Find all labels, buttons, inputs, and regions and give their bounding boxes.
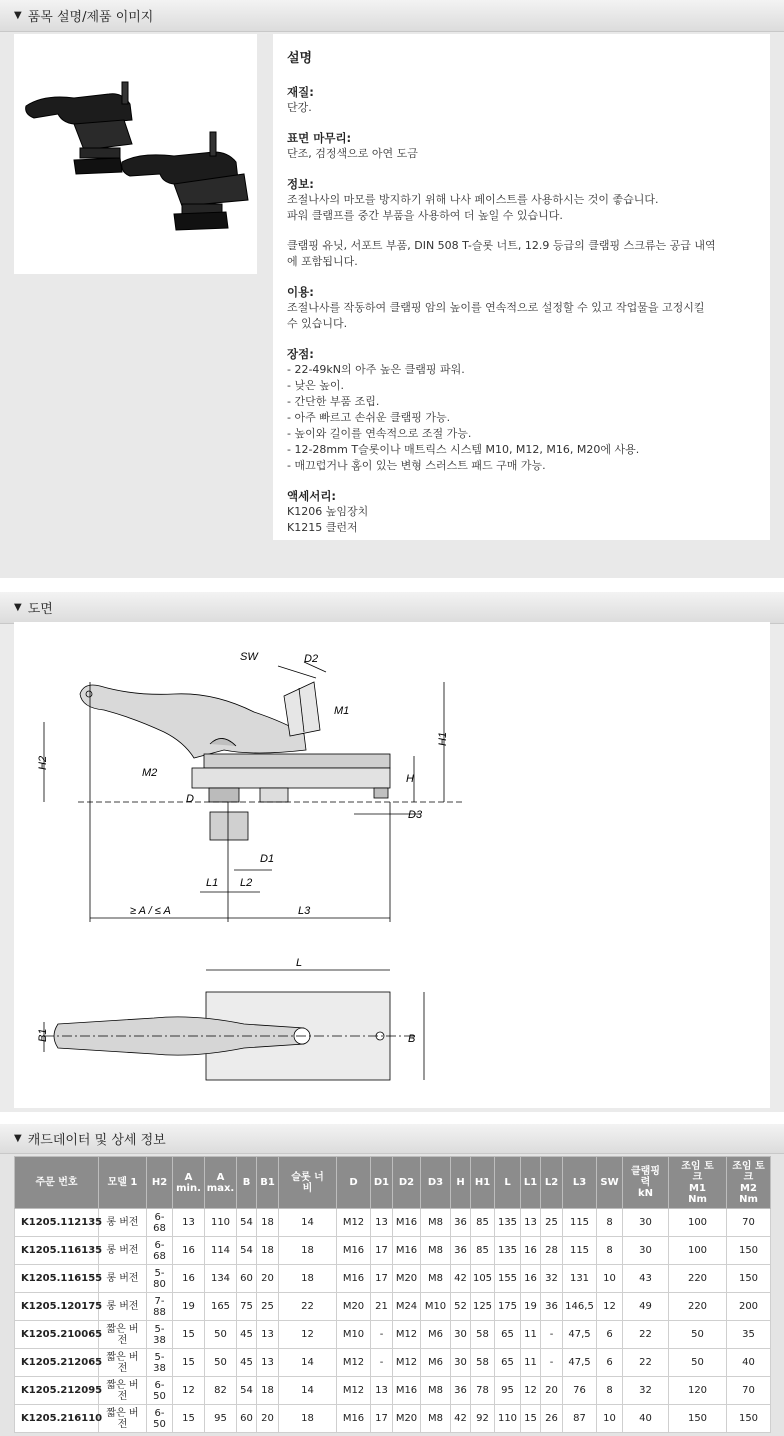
table-cell: 롱 버전	[99, 1237, 147, 1265]
table-cell: 12	[597, 1293, 623, 1321]
table-cell: 150	[727, 1237, 771, 1265]
table-cell: -	[371, 1321, 393, 1349]
table-cell: M6	[421, 1349, 451, 1377]
table-cell: 50	[205, 1321, 237, 1349]
table-cell: 짧은 버 전	[99, 1321, 147, 1349]
section-title: 품목 설명/제품 이미지	[27, 10, 154, 25]
advantage-item: - 12-28mm T슬롯이나 매트릭스 시스템 M10, M12, M16, M20에 사용.	[287, 443, 640, 456]
order-number-cell[interactable]: K1205.116135	[15, 1237, 99, 1265]
table-body	[15, 1209, 771, 1433]
triangle-down-icon: ▼	[14, 1133, 22, 1144]
table-cell: 35	[727, 1321, 771, 1349]
table-cell: 105	[471, 1265, 495, 1293]
table-cell: 18	[279, 1405, 337, 1433]
table-cell: 6- 50	[147, 1377, 173, 1405]
table-cell: 15	[173, 1321, 205, 1349]
table-cell: 20	[257, 1405, 279, 1433]
order-number-cell[interactable]: K1205.210065	[15, 1321, 99, 1349]
material-value: 단강.	[287, 101, 312, 114]
label-sw: SW	[240, 651, 258, 663]
order-number-cell[interactable]: K1205.112135	[15, 1209, 99, 1237]
advantage-item: - 낮은 높이.	[287, 379, 344, 392]
table-cell: 6	[597, 1321, 623, 1349]
column-header: 조임 토 크 M2 Nm	[727, 1157, 771, 1209]
table-cell: 10	[597, 1265, 623, 1293]
table-cell: 19	[173, 1293, 205, 1321]
column-header: D3	[421, 1157, 451, 1209]
finish-value: 단조, 검정색으로 아연 도금	[287, 147, 418, 160]
table-cell: 16	[521, 1265, 541, 1293]
table-cell: M12	[393, 1321, 421, 1349]
label-l: L	[296, 957, 303, 969]
column-header: 모델 1	[99, 1157, 147, 1209]
table-cell: 12	[521, 1377, 541, 1405]
label-b: B	[408, 1033, 416, 1045]
table-cell: 28	[541, 1237, 563, 1265]
table-cell: 10	[597, 1405, 623, 1433]
table-cell: 짧은 버 전	[99, 1377, 147, 1405]
description-section-header[interactable]	[0, 0, 784, 32]
table-cell: 14	[279, 1377, 337, 1405]
info-line: 에 포함됩니다.	[287, 255, 358, 268]
table-cell: 50	[205, 1349, 237, 1377]
table-cell: 58	[471, 1321, 495, 1349]
table-cell: 20	[257, 1265, 279, 1293]
table-cell: M8	[421, 1209, 451, 1237]
table-cell: 70	[727, 1377, 771, 1405]
table-cell: 30	[623, 1237, 669, 1265]
table-cell: 18	[257, 1377, 279, 1405]
label-l2: L2	[240, 877, 253, 889]
table-cell: 60	[237, 1405, 257, 1433]
table-cell: 13	[521, 1209, 541, 1237]
table-row[interactable]	[15, 1209, 771, 1237]
label-d3: D3	[408, 809, 423, 821]
table-cell: M10	[421, 1293, 451, 1321]
info-label: 정보:	[287, 177, 314, 191]
table-cell: 115	[563, 1209, 597, 1237]
table-cell: 30	[451, 1321, 471, 1349]
table-cell: M16	[393, 1377, 421, 1405]
label-l1: L1	[206, 877, 219, 889]
info-line: 파워 클램프를 중간 부품을 사용하여 더 높일 수 있습니다.	[287, 209, 563, 222]
table-cell: 45	[237, 1321, 257, 1349]
table-cell: 135	[495, 1209, 521, 1237]
table-cell: 92	[471, 1405, 495, 1433]
table-cell: 15	[173, 1405, 205, 1433]
info-line: 클램핑 유닛, 서포트 부품, DIN 508 T-슬롯 너트, 12.9 등급의 클램핑 스크류는 공급 내역	[287, 239, 716, 252]
table-cell: 11	[521, 1321, 541, 1349]
detail-table	[14, 1156, 771, 1433]
table-cell: 40	[623, 1405, 669, 1433]
order-number-cell[interactable]: K1205.216110	[15, 1405, 99, 1433]
table-cell: 50	[669, 1321, 727, 1349]
label-m2: M2	[142, 767, 158, 779]
table-cell: 18	[279, 1237, 337, 1265]
order-number-cell[interactable]: K1205.116155	[15, 1265, 99, 1293]
table-cell: 45	[237, 1349, 257, 1377]
table-cell: 5- 38	[147, 1349, 173, 1377]
accessory-item: K1206 높임장치	[287, 505, 369, 518]
table-cell: M16	[337, 1237, 371, 1265]
table-cell: 175	[495, 1293, 521, 1321]
table-cell: 32	[623, 1377, 669, 1405]
table-cell: 52	[451, 1293, 471, 1321]
column-header: 조임 토 크 M1 Nm	[669, 1157, 727, 1209]
table-cell: 87	[563, 1405, 597, 1433]
table-cell: 150	[727, 1405, 771, 1433]
table-cell: 100	[669, 1209, 727, 1237]
table-cell: 13	[257, 1349, 279, 1377]
table-cell: 32	[541, 1265, 563, 1293]
table-cell: 22	[623, 1349, 669, 1377]
finish-label: 표면 마무리:	[287, 131, 352, 145]
table-cell: 12	[173, 1377, 205, 1405]
table-cell: 150	[727, 1265, 771, 1293]
table-cell: 42	[451, 1265, 471, 1293]
table-cell: 12	[279, 1321, 337, 1349]
table-row[interactable]	[15, 1349, 771, 1377]
table-cell: M8	[421, 1265, 451, 1293]
table-cell: 22	[279, 1293, 337, 1321]
table-cell: 131	[563, 1265, 597, 1293]
table-cell: 115	[563, 1237, 597, 1265]
label-a: ≥ A / ≤ A	[130, 905, 171, 917]
advantage-item: - 높이와 길이를 연속적으로 조절 가능.	[287, 427, 472, 440]
column-header: D	[337, 1157, 371, 1209]
table-cell: 16	[173, 1237, 205, 1265]
table-cell: 15	[521, 1405, 541, 1433]
table-row[interactable]	[15, 1293, 771, 1321]
table-row[interactable]	[15, 1237, 771, 1265]
column-header: H	[451, 1157, 471, 1209]
table-cell: 43	[623, 1265, 669, 1293]
table-cell: M8	[421, 1405, 451, 1433]
advantage-item: - 매끄럽거나 홈이 있는 변형 스러스트 패드 구매 가능.	[287, 459, 546, 472]
table-cell: M8	[421, 1377, 451, 1405]
table-cell: 14	[279, 1349, 337, 1377]
table-cell: -	[541, 1349, 563, 1377]
table-cell: 42	[451, 1405, 471, 1433]
table-cell: 47,5	[563, 1321, 597, 1349]
table-cell: M16	[337, 1265, 371, 1293]
column-header: 슬롯 너 비	[279, 1157, 337, 1209]
table-cell: M20	[393, 1405, 421, 1433]
table-cell: 14	[279, 1209, 337, 1237]
table-cell: 8	[597, 1237, 623, 1265]
use-label: 이용:	[287, 285, 314, 299]
table-cell: 19	[521, 1293, 541, 1321]
table-cell: 롱 버전	[99, 1293, 147, 1321]
table-cell: 82	[205, 1377, 237, 1405]
table-cell: 36	[541, 1293, 563, 1321]
technical-drawing	[14, 622, 770, 1108]
label-h: H	[406, 773, 414, 785]
table-cell: 16	[173, 1265, 205, 1293]
column-header: A max.	[205, 1157, 237, 1209]
clamp-product-image	[14, 34, 257, 274]
table-cell: 220	[669, 1293, 727, 1321]
table-cell: 13	[371, 1377, 393, 1405]
table-cell: M16	[337, 1405, 371, 1433]
column-header: SW	[597, 1157, 623, 1209]
use-line: 수 있습니다.	[287, 317, 348, 330]
drawing-svg	[14, 622, 770, 1108]
column-header: H1	[471, 1157, 495, 1209]
table-cell: 54	[237, 1237, 257, 1265]
table-cell: M16	[393, 1237, 421, 1265]
table-cell: 22	[623, 1321, 669, 1349]
table-cell: M20	[337, 1293, 371, 1321]
table-cell: 110	[495, 1405, 521, 1433]
table-cell: 135	[495, 1237, 521, 1265]
table-row[interactable]	[15, 1321, 771, 1349]
column-header: H2	[147, 1157, 173, 1209]
label-d1: D1	[260, 853, 275, 865]
table-cell: 18	[279, 1265, 337, 1293]
table-cell: 85	[471, 1237, 495, 1265]
description-panel	[273, 34, 770, 540]
table-cell: 5- 38	[147, 1321, 173, 1349]
table-cell: 30	[451, 1349, 471, 1377]
table-cell: 25	[257, 1293, 279, 1321]
table-cell: 60	[237, 1265, 257, 1293]
table-cell: 36	[451, 1237, 471, 1265]
column-header: 클램핑 력 kN	[623, 1157, 669, 1209]
table-cell: 6- 68	[147, 1209, 173, 1237]
table-cell: 134	[205, 1265, 237, 1293]
label-d: D	[186, 793, 194, 805]
table-cell: 100	[669, 1237, 727, 1265]
table-cell: 6	[597, 1349, 623, 1377]
advantage-item: - 아주 빠르고 손쉬운 클램핑 가능.	[287, 411, 451, 424]
column-header: L2	[541, 1157, 563, 1209]
table-cell: 120	[669, 1377, 727, 1405]
product-image	[14, 34, 257, 274]
table-cell: 65	[495, 1349, 521, 1377]
order-number-cell[interactable]: K1205.120175	[15, 1293, 99, 1321]
triangle-down-icon: ▼	[14, 602, 22, 613]
table-cell: 146,5	[563, 1293, 597, 1321]
accessories-label: 액세서리:	[287, 489, 337, 503]
column-header: L	[495, 1157, 521, 1209]
table-cell: 16	[521, 1237, 541, 1265]
column-header: D1	[371, 1157, 393, 1209]
table-cell: 58	[471, 1349, 495, 1377]
table-cell: M24	[393, 1293, 421, 1321]
column-header: 주문 번호	[15, 1157, 99, 1209]
cad-section-header[interactable]	[0, 1124, 784, 1154]
table-cell: 125	[471, 1293, 495, 1321]
table-cell: 50	[669, 1349, 727, 1377]
table-cell: 짧은 버 전	[99, 1349, 147, 1377]
label-m1: M1	[334, 705, 350, 717]
table-cell: M12	[337, 1377, 371, 1405]
table-cell: 95	[495, 1377, 521, 1405]
table-cell: 65	[495, 1321, 521, 1349]
table-cell: 8	[597, 1377, 623, 1405]
advantage-item: - 22-49kN의 아주 높은 클램핑 파워.	[287, 363, 465, 376]
table-cell: -	[541, 1321, 563, 1349]
table-cell: M12	[393, 1349, 421, 1377]
table-cell: 20	[541, 1377, 563, 1405]
order-number-cell[interactable]: K1205.212065	[15, 1349, 99, 1377]
table-cell: 13	[371, 1209, 393, 1237]
label-b1: B1	[37, 1028, 49, 1042]
column-header: L1	[521, 1157, 541, 1209]
table-cell: M12	[337, 1209, 371, 1237]
table-cell: 6- 68	[147, 1237, 173, 1265]
table-cell: 110	[205, 1209, 237, 1237]
order-number-cell[interactable]: K1205.212095	[15, 1377, 99, 1405]
table-cell: 85	[471, 1209, 495, 1237]
table-header-row	[15, 1157, 771, 1209]
table-cell: 17	[371, 1265, 393, 1293]
column-header: D2	[393, 1157, 421, 1209]
drawing-section	[0, 592, 784, 1112]
table-cell: 26	[541, 1405, 563, 1433]
table-cell: 75	[237, 1293, 257, 1321]
column-header: B	[237, 1157, 257, 1209]
table-cell: 220	[669, 1265, 727, 1293]
table-cell: M12	[337, 1349, 371, 1377]
label-h2: H2	[37, 755, 49, 770]
table-cell: 78	[471, 1377, 495, 1405]
table-cell: M10	[337, 1321, 371, 1349]
section-title: 캐드데이터 및 상세 정보	[27, 1133, 166, 1148]
table-cell: 200	[727, 1293, 771, 1321]
table-cell: M16	[393, 1209, 421, 1237]
table-cell: 155	[495, 1265, 521, 1293]
column-header: A min.	[173, 1157, 205, 1209]
table-cell: 95	[205, 1405, 237, 1433]
table-row[interactable]	[15, 1405, 771, 1433]
table-cell: 76	[563, 1377, 597, 1405]
table-cell: -	[371, 1349, 393, 1377]
table-cell: 70	[727, 1209, 771, 1237]
table-cell: 18	[257, 1237, 279, 1265]
accessory-item: K1215 클런저	[287, 521, 358, 534]
advantages-label: 장점:	[287, 347, 314, 361]
table-cell: 40	[727, 1349, 771, 1377]
table-cell: 7- 88	[147, 1293, 173, 1321]
table-cell: 54	[237, 1377, 257, 1405]
use-line: 조절나사를 작동하여 클램핑 암의 높이를 연속적으로 설정할 수 있고 작업물을 고정시킬	[287, 301, 705, 314]
table-cell: 18	[257, 1209, 279, 1237]
table-cell: M20	[393, 1265, 421, 1293]
table-cell: 30	[623, 1209, 669, 1237]
table-cell: 21	[371, 1293, 393, 1321]
advantage-item: - 간단한 부품 조립.	[287, 395, 380, 408]
material-label: 재질:	[287, 85, 314, 99]
table-cell: M6	[421, 1321, 451, 1349]
description-title: 설명	[287, 51, 313, 66]
table-cell: 54	[237, 1209, 257, 1237]
table-cell: 114	[205, 1237, 237, 1265]
table-cell: 36	[451, 1377, 471, 1405]
table-cell: 17	[371, 1405, 393, 1433]
table-row[interactable]	[15, 1377, 771, 1405]
table-cell: 15	[173, 1349, 205, 1377]
table-cell: 11	[521, 1349, 541, 1377]
drawing-section-header[interactable]	[0, 592, 784, 624]
table-cell: 150	[669, 1405, 727, 1433]
table-cell: 13	[173, 1209, 205, 1237]
table-row[interactable]	[15, 1265, 771, 1293]
table-cell: 롱 버전	[99, 1209, 147, 1237]
section-title: 도면	[27, 602, 53, 617]
column-header: L3	[563, 1157, 597, 1209]
table-cell: 6- 50	[147, 1405, 173, 1433]
table-cell: 5- 80	[147, 1265, 173, 1293]
info-line: 조절나사의 마모를 방지하기 위해 나사 페이스트를 사용하시는 것이 좋습니다.	[287, 193, 659, 206]
triangle-down-icon: ▼	[14, 10, 22, 21]
table-cell: 13	[257, 1321, 279, 1349]
table-cell: 47,5	[563, 1349, 597, 1377]
table-cell: 8	[597, 1209, 623, 1237]
table-cell: 165	[205, 1293, 237, 1321]
cad-data-section	[0, 1124, 784, 1436]
table-cell: 25	[541, 1209, 563, 1237]
label-h1: H1	[437, 731, 449, 746]
column-header: B1	[257, 1157, 279, 1209]
table-cell: 짧은 버 전	[99, 1405, 147, 1433]
label-l3: L3	[298, 905, 311, 917]
description-section	[0, 0, 784, 578]
table-cell: M8	[421, 1237, 451, 1265]
label-d2: D2	[304, 653, 319, 665]
table-cell: 17	[371, 1237, 393, 1265]
table-cell: 롱 버전	[99, 1265, 147, 1293]
table-cell: 36	[451, 1209, 471, 1237]
table-cell: 49	[623, 1293, 669, 1321]
